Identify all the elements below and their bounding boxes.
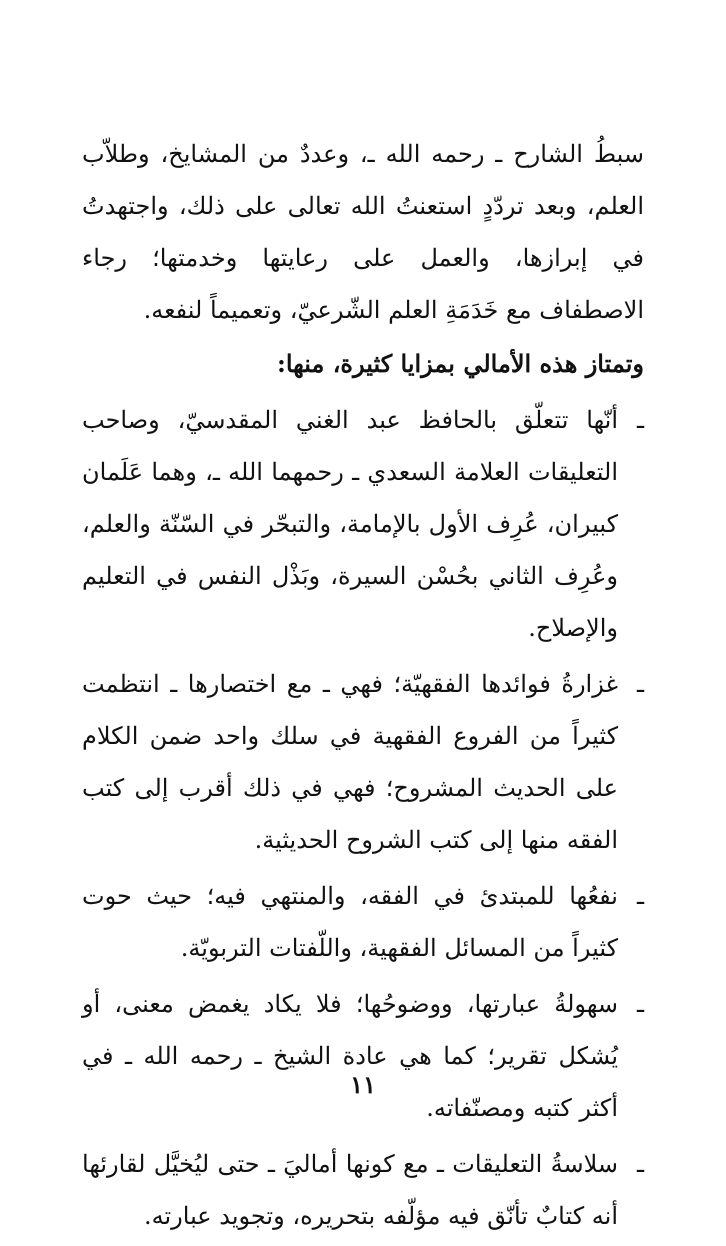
feature-text: غزارةُ فوائدها الفقهيّة؛ فهي ـ مع اختصارها ـ انتظمت كثيراً من الفروع الفقهية في سلك واحد ضمن الكلام على الحديث المشروح؛ فهي في ذلك أقرب إلى كتب الفقه منها إلى كتب الشروح الحديثية.: [82, 670, 618, 854]
feature-item-5: [82, 1138, 644, 1242]
bullet-dash: ـ: [636, 670, 644, 698]
page-number: ١١: [350, 1070, 376, 1099]
feature-item-3: [82, 870, 644, 974]
bullet-dash: ـ: [636, 406, 644, 434]
feature-item-4: [82, 978, 644, 1134]
bullet-dash: ـ: [636, 990, 644, 1018]
feature-text: سلاسةُ التعليقات ـ مع كونها أماليَ ـ حتى ليُخيَّل لقارئها أنه كتابٌ تأنّق فيه مؤلّفه بتحريره، وتجويد عبارته.: [82, 1150, 619, 1230]
feature-text: أنّها تتعلّق بالحافظ عبد الغني المقدسيّ، وصاحب التعليقات العلامة السعدي ـ رحمهما الله ـ، وهما عَلَمان كبيران، عُرِف الأول بالإمامة، والتبحّر في السّنّة والعلم، وعُرِف الثاني بحُسْن السيرة، وبَذْل النفس في التعليم والإصلاح.: [82, 406, 618, 642]
feature-item-2: [82, 658, 644, 866]
feature-text: نفعُها للمبتدئ في الفقه، والمنتهي فيه؛ حيث حوت كثيراً من المسائل الفقهية، واللّفتات التربويّة.: [82, 882, 618, 962]
bullet-dash: ـ: [636, 882, 644, 910]
bullet-dash: ـ: [636, 1150, 644, 1178]
feature-item-1: [82, 394, 644, 654]
features-heading: وتمتاز هذه الأمالي بمزايا كثيرة، منها:: [277, 349, 644, 378]
feature-text: سهولةُ عبارتها، ووضوحُها؛ فلا يكاد يغمض معنى، أو يُشكل تقرير؛ كما هي عادة الشيخ ـ رحمه الله ـ في أكثر كتبه ومصنّفاته.: [82, 990, 618, 1122]
intro-paragraph: سبطُ الشارح ـ رحمه الله ـ، وعددٌ من المشايخ، وطلاّب العلم، وبعد تردّدٍ استعنتُ الله تعالى على ذلك، واجتهدتُ في إبرازها، والعمل على رعايتها وخدمتها؛ رجاء الاصطفاف مع خَدَمَةِ العلم الشّرعيّ، وتعميماً لنفعه.: [82, 140, 644, 324]
